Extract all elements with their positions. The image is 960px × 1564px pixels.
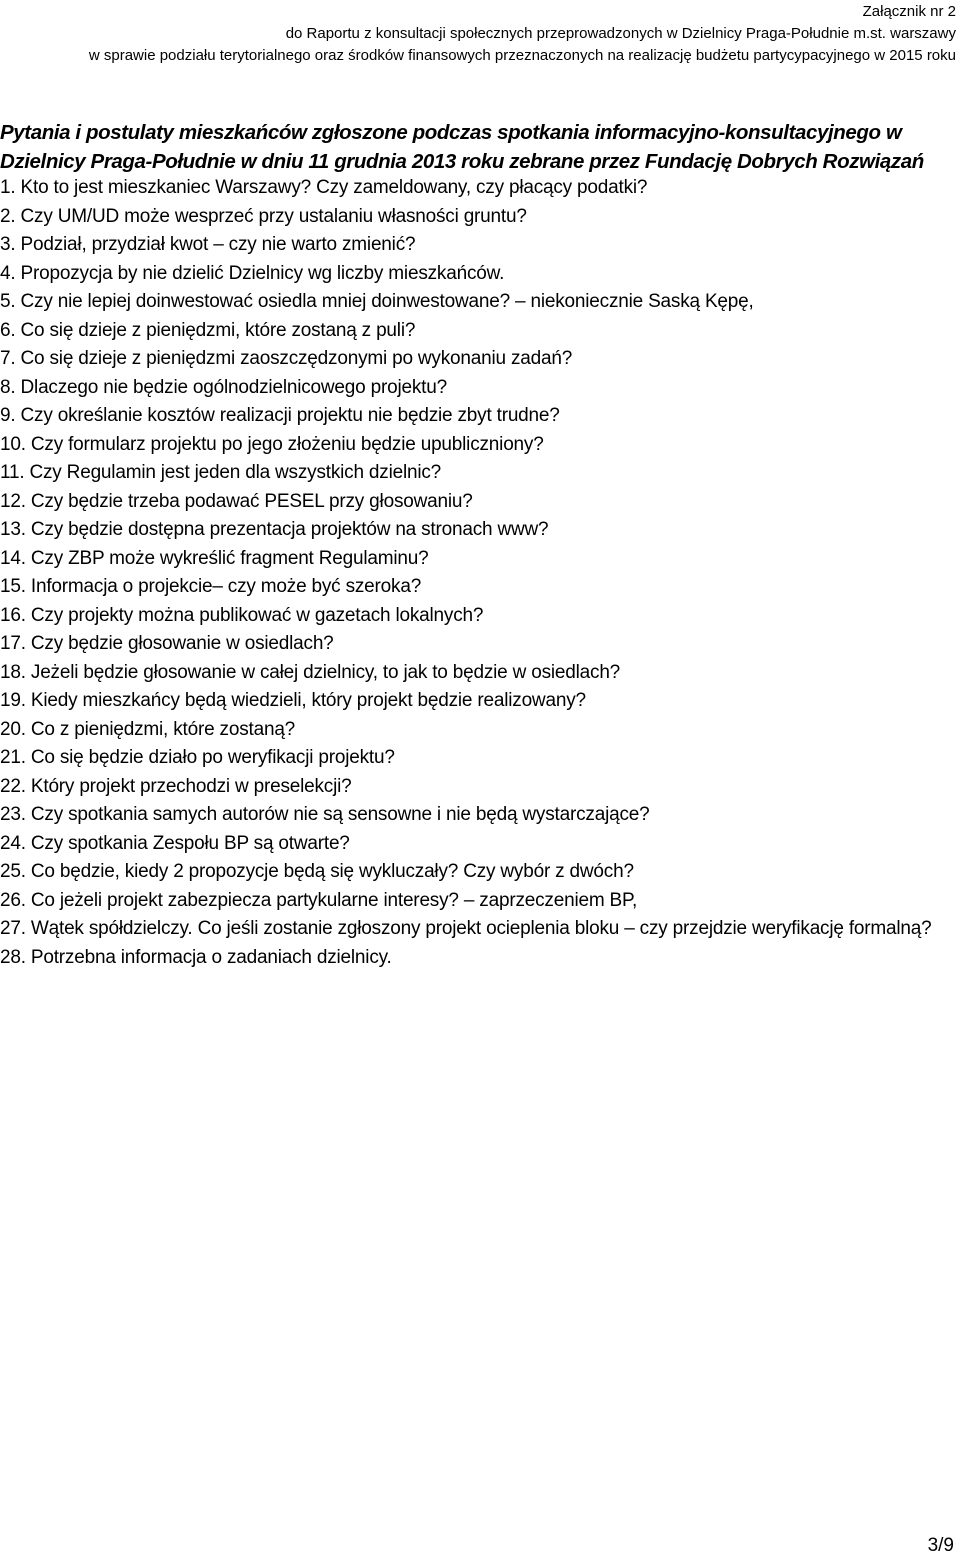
question-item: 8. Dlaczego nie będzie ogólnodzielnicowego projektu? bbox=[0, 376, 447, 398]
question-item: 21. Co się będzie działo po weryfikacji projektu? bbox=[0, 747, 395, 768]
question-item: 16. Czy projekty można publikować w gazetach lokalnych? bbox=[0, 604, 484, 626]
question-item: 17. Czy będzie głosowanie w osiedlach? bbox=[0, 633, 334, 654]
question-item: 22. Który projekt przechodzi w preselekcji? bbox=[0, 775, 352, 797]
document-header bbox=[89, 1, 956, 67]
question-item: 13. Czy będzie dostępna prezentacja projektów na stronach www? bbox=[0, 519, 549, 540]
question-item: 7. Co się dzieje z pieniędzmi zaoszczędzonymi po wykonaniu zadań? bbox=[0, 348, 573, 369]
question-item: 27. Wątek spółdzielczy. Co jeśli zostanie zgłoszony projekt ocieplenia bloku – czy przejdzie weryfikację formalną? bbox=[0, 918, 932, 939]
question-item: 2. Czy UM/UD może wesprzeć przy ustalaniu własności gruntu? bbox=[0, 205, 527, 227]
question-item: 11. Czy Regulamin jest jeden dla wszystkich dzielnic? bbox=[0, 462, 442, 483]
questions-list bbox=[0, 174, 958, 972]
question-item: 12. Czy będzie trzeba podawać PESEL przy głosowaniu? bbox=[0, 490, 473, 512]
question-item: 3. Podział, przydział kwot – czy nie warto zmienić? bbox=[0, 234, 416, 255]
question-item: 25. Co będzie, kiedy 2 propozycje będą się wykluczały? Czy wybór z dwóch? bbox=[0, 861, 634, 882]
question-item: 10. Czy formularz projektu po jego złożeniu będzie upubliczniony? bbox=[0, 433, 544, 455]
question-item: 15. Informacja o projekcie– czy może być szeroka? bbox=[0, 576, 422, 597]
question-item: 23. Czy spotkania samych autorów nie są sensowne i nie będą wystarczające? bbox=[0, 804, 650, 825]
question-item: 4. Propozycja by nie dzielić Dzielnicy wg liczby mieszkańców. bbox=[0, 262, 505, 284]
question-item: 6. Co się dzieje z pieniędzmi, które zostaną z puli? bbox=[0, 319, 416, 341]
question-item: 18. Jeżeli będzie głosowanie w całej dzielnicy, to jak to będzie w osiedlach? bbox=[0, 661, 621, 683]
question-item: 24. Czy spotkania Zespołu BP są otwarte? bbox=[0, 832, 350, 854]
question-item: 1. Kto to jest mieszkaniec Warszawy? Czy zameldowany, czy płacący podatki? bbox=[0, 177, 648, 198]
question-item: 20. Co z pieniędzmi, które zostaną? bbox=[0, 718, 296, 740]
question-item: 19. Kiedy mieszkańcy będą wiedzieli, który projekt będzie realizowany? bbox=[0, 690, 586, 711]
question-item: 26. Co jeżeli projekt zabezpiecza partykularne interesy? – zaprzeczeniem BP, bbox=[0, 889, 638, 911]
page-number: 3/9 bbox=[927, 1535, 954, 1556]
page-title: Pytania i postulaty mieszkańców zgłoszone podczas spotkania informacyjno-konsultacyjnego w Dzielnicy Praga-Południe w dniu 11 grudnia 2013 roku zebrane przez Fundację Dobrych Rozwiązań bbox=[0, 121, 924, 173]
question-item: 5. Czy nie lepiej doinwestować osiedla mniej doinwestowane? – niekoniecznie Saską Kępę, bbox=[0, 291, 754, 312]
question-item: 28. Potrzebna informacja o zadaniach dzielnicy. bbox=[0, 946, 392, 968]
question-item: 9. Czy określanie kosztów realizacji projektu nie będzie zbyt trudne? bbox=[0, 405, 560, 426]
question-item: 14. Czy ZBP może wykreślić fragment Regulaminu? bbox=[0, 547, 429, 569]
header-annex-label: Załącznik nr 2 bbox=[862, 3, 956, 20]
header-subject: w sprawie podziału terytorialnego oraz środków finansowych przeznaczonych na realizację budżetu partycypacyjnego w 2015 roku bbox=[88, 47, 956, 64]
header-report-reference: do Raportu z konsultacji społecznych przeprowadzonych w Dzielnicy Praga-Południe m.st. warszawy bbox=[285, 25, 956, 42]
